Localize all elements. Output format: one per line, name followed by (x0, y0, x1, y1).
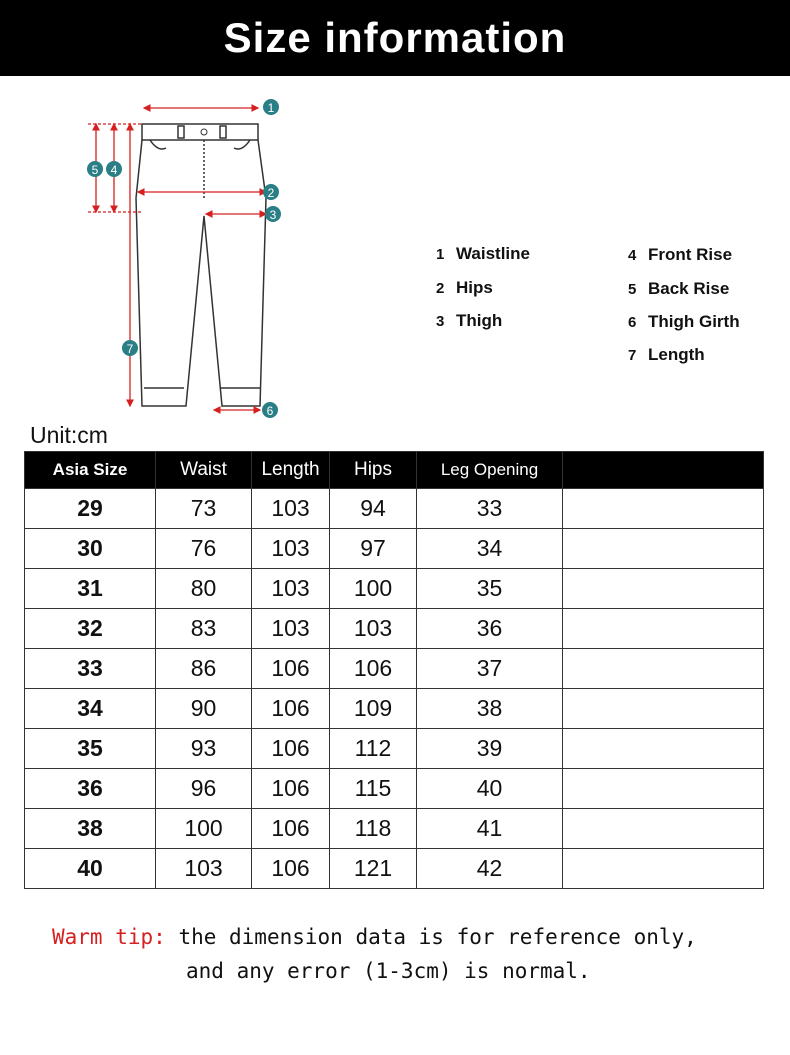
cell-size: 34 (25, 689, 156, 729)
legend-item-length: 7 Length (628, 345, 705, 364)
pants-diagram (70, 88, 300, 428)
cell-hips: 112 (330, 729, 417, 769)
cell-size: 31 (25, 569, 156, 609)
cell-length: 106 (252, 849, 330, 889)
cell-blank (563, 489, 764, 529)
cell-waist: 86 (156, 649, 252, 689)
cell-waist: 80 (156, 569, 252, 609)
cell-leg-opening: 36 (417, 609, 563, 649)
marker-6 (262, 402, 278, 418)
cell-waist: 93 (156, 729, 252, 769)
cell-length: 106 (252, 809, 330, 849)
marker-2 (263, 184, 279, 200)
cell-size: 36 (25, 769, 156, 809)
cell-blank (563, 569, 764, 609)
svg-text:2: 2 (267, 186, 275, 200)
page-title: Size information (223, 14, 567, 61)
header-length: Length (252, 452, 330, 489)
marker-7 (122, 340, 138, 356)
pants-outline (136, 124, 266, 406)
cell-length: 103 (252, 529, 330, 569)
cell-leg-opening: 39 (417, 729, 563, 769)
cell-hips: 94 (330, 489, 417, 529)
warm-tip (52, 920, 772, 988)
cell-hips: 118 (330, 809, 417, 849)
cell-size: 35 (25, 729, 156, 769)
cell-length: 103 (252, 569, 330, 609)
cell-hips: 109 (330, 689, 417, 729)
table-row (25, 649, 764, 689)
cell-hips: 100 (330, 569, 417, 609)
svg-text:6: 6 (266, 404, 274, 418)
cell-blank (563, 609, 764, 649)
table-row (25, 529, 764, 569)
tip-label: Warm tip: (52, 925, 166, 949)
cell-length: 103 (252, 489, 330, 529)
cell-length: 106 (252, 689, 330, 729)
cell-hips: 97 (330, 529, 417, 569)
cell-hips: 103 (330, 609, 417, 649)
cell-size: 29 (25, 489, 156, 529)
marker-1 (263, 99, 279, 115)
table-row (25, 569, 764, 609)
marker-5 (87, 161, 103, 177)
tip-line-2: and any error (1-3cm) is normal. (186, 959, 591, 983)
cell-waist: 76 (156, 529, 252, 569)
cell-hips: 106 (330, 649, 417, 689)
svg-text:3: 3 (269, 208, 277, 222)
cell-length: 103 (252, 609, 330, 649)
cell-leg-opening: 35 (417, 569, 563, 609)
header-waist: Waist (156, 452, 252, 489)
cell-hips: 115 (330, 769, 417, 809)
cell-length: 106 (252, 649, 330, 689)
header-asia-size: Asia Size (25, 452, 156, 489)
cell-leg-opening: 33 (417, 489, 563, 529)
svg-text:5: 5 (91, 163, 99, 177)
cell-size: 30 (25, 529, 156, 569)
legend-item-thigh-girth: 6 Thigh Girth (628, 312, 740, 331)
unit-label: Unit:cm (30, 422, 108, 448)
header-bar (0, 0, 790, 76)
cell-waist: 103 (156, 849, 252, 889)
marker-4 (106, 161, 122, 177)
cell-length: 106 (252, 729, 330, 769)
cell-size: 33 (25, 649, 156, 689)
cell-blank (563, 849, 764, 889)
cell-hips: 121 (330, 849, 417, 889)
table-row (25, 729, 764, 769)
header-leg-opening: Leg Opening (417, 452, 563, 489)
table-header-row (25, 452, 764, 489)
cell-waist: 73 (156, 489, 252, 529)
cell-waist: 83 (156, 609, 252, 649)
cell-waist: 100 (156, 809, 252, 849)
tip-line-1: the dimension data is for reference only, (165, 925, 697, 949)
header-hips: Hips (330, 452, 417, 489)
legend-item-back-rise: 5 Back Rise (628, 279, 730, 298)
cell-blank (563, 689, 764, 729)
cell-blank (563, 649, 764, 689)
table-row (25, 689, 764, 729)
legend-item-waistline: 1 Waistline (436, 244, 530, 263)
cell-leg-opening: 42 (417, 849, 563, 889)
size-table (24, 451, 764, 889)
table-row (25, 849, 764, 889)
cell-length: 106 (252, 769, 330, 809)
cell-leg-opening: 41 (417, 809, 563, 849)
cell-size: 40 (25, 849, 156, 889)
table-row (25, 769, 764, 809)
measure-lines (88, 108, 266, 410)
svg-text:1: 1 (267, 101, 275, 115)
header-blank (563, 452, 764, 489)
cell-blank (563, 809, 764, 849)
table-row (25, 489, 764, 529)
cell-blank (563, 729, 764, 769)
svg-text:7: 7 (126, 342, 134, 356)
cell-leg-opening: 40 (417, 769, 563, 809)
cell-leg-opening: 38 (417, 689, 563, 729)
cell-blank (563, 769, 764, 809)
cell-waist: 90 (156, 689, 252, 729)
svg-text:4: 4 (110, 163, 118, 177)
table-row (25, 609, 764, 649)
cell-waist: 96 (156, 769, 252, 809)
cell-size: 38 (25, 809, 156, 849)
marker-3 (265, 206, 281, 222)
legend-item-front-rise: 4 Front Rise (628, 245, 733, 264)
cell-size: 32 (25, 609, 156, 649)
cell-leg-opening: 37 (417, 649, 563, 689)
legend-item-hips: 2 Hips (436, 278, 493, 297)
legend-item-thigh: 3 Thigh (436, 311, 503, 330)
cell-leg-opening: 34 (417, 529, 563, 569)
cell-blank (563, 529, 764, 569)
table-row (25, 809, 764, 849)
